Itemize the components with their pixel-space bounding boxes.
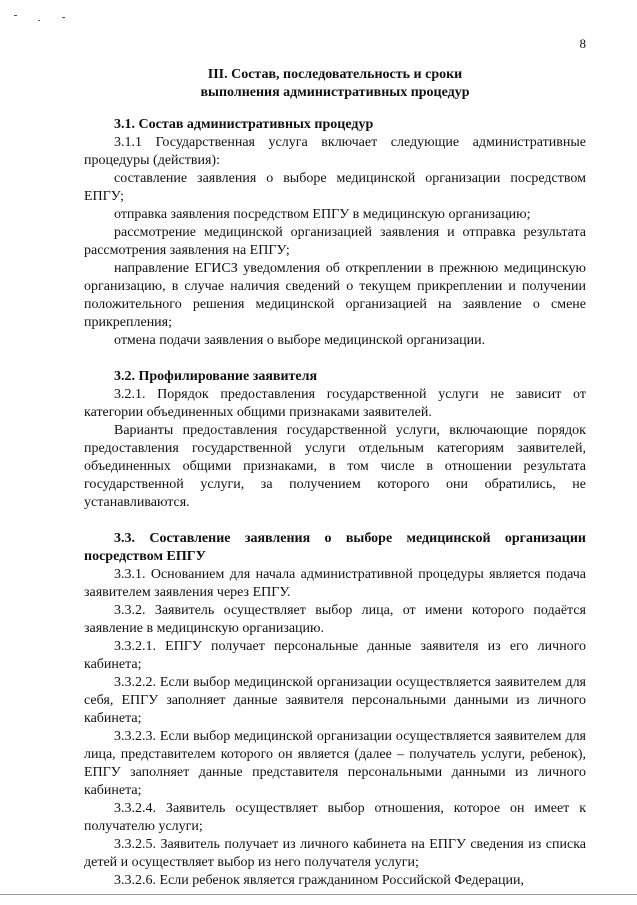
paragraph: отправка заявления посредством ЕПГУ в медицинскую организацию; <box>114 207 531 222</box>
paragraph: отмена подачи заявления о выборе медицинской организации. <box>114 333 486 348</box>
paragraph: 3.3.2.3. Если выбор медицинской организации осуществляется заявителем для лица, представителем которого он является (далее – получатель услуги, ребенок), ЕПГУ заполняет данные представителя персональными данными из личного кабинета; <box>84 729 586 798</box>
paragraph: направление ЕГИСЗ уведомления об откреплении в прежнюю медицинскую организацию, в случае наличия сведений о текущем прикреплении и получении положительного решения медицинской организацией на заявление о смене прикрепления; <box>84 261 586 330</box>
paragraph: 3.3.2.4. Заявитель осуществляет выбор отношения, которое он имеет к получателю услуги; <box>84 801 586 834</box>
scan-speck <box>14 15 17 16</box>
paragraph: Варианты предоставления государственной услуги, включающие порядок предоставления государственной услуги отдельным категориям заявителей, объединенных общими признаками, в том числе в отношении результата государственной услуги, за получением которого они обратились, не устанавливаются. <box>84 423 586 510</box>
paragraph: рассмотрение медицинской организацией заявления и отправка результата рассмотрения заявления на ЕПГУ; <box>84 225 586 258</box>
scan-speck <box>38 20 40 21</box>
chapter-title-line: III. Состав, последовательность и сроки <box>207 67 463 82</box>
document-body <box>84 116 586 890</box>
scan-edge-line <box>0 894 637 895</box>
paragraph: составление заявления о выборе медицинской организации посредством ЕПГУ; <box>84 171 586 204</box>
chapter-title <box>84 66 586 102</box>
section-heading: 3.1. Состав административных процедур <box>114 117 374 132</box>
page-number: 8 <box>579 36 586 51</box>
paragraph: 3.2.1. Порядок предоставления государственной услуги не зависит от категории объединенных общими признаками заявителей. <box>84 387 586 420</box>
paragraph: 3.3.2.5. Заявитель получает из личного кабинета на ЕПГУ сведения из списка детей и осуществляет выбор из него получателя услуги; <box>84 837 586 870</box>
paragraph: 3.3.2.1. ЕПГУ получает персональные данные заявителя из его личного кабинета; <box>84 639 586 672</box>
paragraph: 3.3.2. Заявитель осуществляет выбор лица, от имени которого подаётся заявление в медицинскую организацию. <box>84 603 586 636</box>
section-heading: 3.3. Составление заявления о выборе медицинской организации посредством ЕПГУ <box>84 531 586 564</box>
paragraph: 3.3.1. Основанием для начала административной процедуры является подача заявителем заявления через ЕПГУ. <box>84 567 586 600</box>
paragraph: 3.3.2.2. Если выбор медицинской организации осуществляется заявителем для себя, ЕПГУ заполняет данные заявителя персональными данными из личного кабинета; <box>84 675 586 726</box>
paragraph: 3.3.2.6. Если ребенок является гражданином Российской Федерации, <box>114 873 524 888</box>
chapter-title-line: выполнения административных процедур <box>200 85 470 100</box>
section-heading: 3.2. Профилирование заявителя <box>114 369 318 384</box>
scan-speck <box>62 17 65 18</box>
paragraph: 3.1.1 Государственная услуга включает следующие административные процедуры (действия): <box>84 135 586 168</box>
